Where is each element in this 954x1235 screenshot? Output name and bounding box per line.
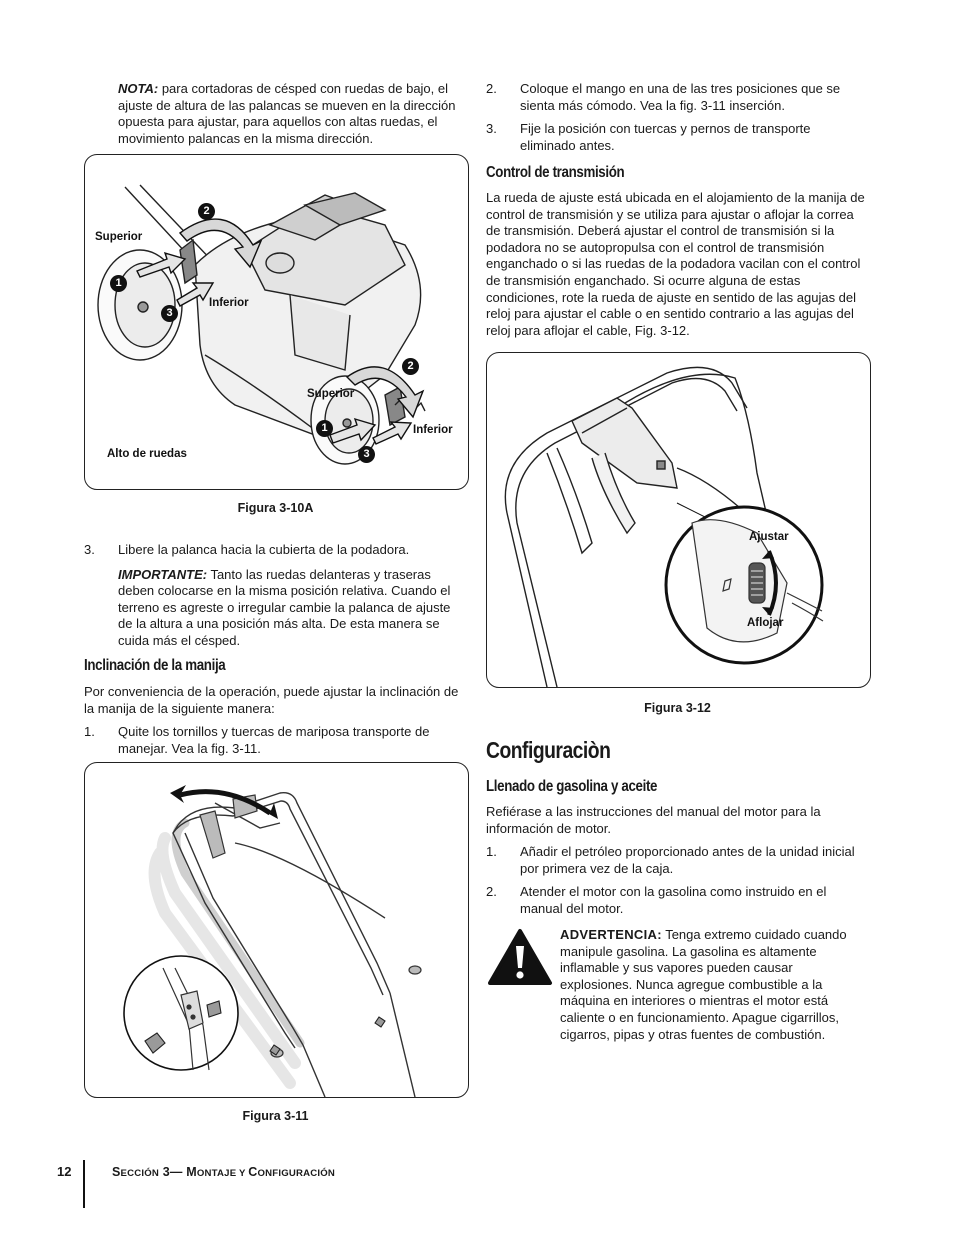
figure-3-10a	[84, 154, 469, 490]
heading-llenado: Llenado de gasolina y aceite	[486, 778, 658, 795]
handle-step-3-text: Fije la posición con tuercas y pernos de transporte eliminado antes.	[520, 121, 811, 153]
warning-paragraph	[560, 927, 866, 1043]
label-inferior-1: Inferior	[209, 297, 249, 309]
footer-section-title	[112, 1164, 335, 1183]
inclinacion-intro: Por conveniencia de la operación, puede ajustar la inclinación de la manija de la siguiente manera:	[84, 684, 459, 716]
warning-triangle-icon	[487, 928, 553, 986]
label-superior-1: Superior	[95, 231, 143, 243]
badge-2-bottom: 2	[402, 358, 419, 375]
warning-label: ADVERTENCIA:	[560, 927, 662, 942]
step-3-number: 3.	[84, 542, 95, 557]
handle-step-2-text: Coloque el mango en una de las tres posiciones que se sienta más cómodo. Vea la fig. 3-11 inserción.	[520, 81, 841, 113]
important-text: Tanto las ruedas delanteras y traseras deben colocarse en la misma posición relativa. Cuando el terreno es agreste o irregular cambie la palanca de ajuste de la altura a una posición más alta. De esta manera se cuida más el césped.	[118, 566, 451, 648]
note-text: para cortadoras de césped con ruedas de bajo, el ajuste de altura de las palancas se mueven en la dirección opuesta para ajustar, para aquellos con altas ruedas, el movimiento palancas en la misma dirección.	[118, 81, 456, 146]
inclinacion-step-1	[84, 724, 466, 757]
label-alto-de-ruedas: Alto de ruedas	[107, 448, 187, 460]
label-ajustar: Ajustar	[749, 531, 789, 543]
label-inferior-2: Inferior	[413, 424, 453, 436]
footer-montaje: ONTAJE Y	[196, 1168, 249, 1179]
right-top-steps	[486, 81, 868, 154]
warning-text: Tenga extremo cuidado cuando manipule gasolina. La gasolina es altamente inflamable y sus vapores pueden causar explosiones. Nunca agregue combustible a la máquina en interiores o mientras el motor está caliente o en funcionamiento. Apague cigarrillos, cigarros, pipas y otras fuentes de combustión.	[560, 927, 847, 1042]
inclinacion-block	[84, 684, 466, 757]
control-paragraph: La rueda de ajuste está ubicada en el alojamiento de la manija de control de transmisión y se utiliza para ajustar o aflojar la correa de transmisión. Deberá ajustar el control de transmisión si la podadora no se autopropulsa con el control de transmisión enganchado o si las ruedas de la podadora vacilan con el control de transmisión enganchado. Si ocurre alguna de estas condiciones, rote la rueda de ajuste en sentido de las agujas del reloj para ajustar el cable o en sentido contrario a las agujas del reloj para aflojar el cable, Fig. 3-12.	[486, 190, 865, 338]
llenado-intro: Refiérase a las instrucciones del manual del motor para la información de motor.	[486, 804, 821, 836]
important-paragraph	[84, 567, 466, 650]
llenado-step-1-text: Añadir el petróleo proporcionado antes de la unidad inicial por primera vez de la caja.	[520, 844, 855, 876]
figure-3-12	[486, 352, 871, 688]
llenado-block	[486, 804, 870, 918]
step-3-item	[84, 542, 466, 559]
handle-step-2	[486, 81, 868, 114]
caption-figure-3-10a: Figura 3-10A	[237, 501, 314, 515]
label-superior-2: Superior	[307, 388, 355, 400]
footer-divider	[83, 1160, 85, 1208]
handle-step-2-number: 2.	[486, 81, 497, 96]
drive-control-illustration	[487, 353, 870, 687]
inclinacion-step-1-number: 1.	[84, 724, 95, 740]
inclinacion-step-1-text: Quite los tornillos y tuercas de mariposa transporte de manejar. Vea la fig. 3-11.	[118, 724, 430, 756]
footer-number: 3—	[159, 1165, 187, 1179]
llenado-step-2	[486, 884, 870, 917]
handle-step-3	[486, 121, 868, 154]
llenado-step-2-number: 2.	[486, 884, 497, 900]
footer-configuracion: ONFIGURACIÓN	[257, 1168, 336, 1179]
footer-seccion: ECCIÓN	[120, 1168, 160, 1179]
note-paragraph	[118, 81, 469, 147]
figure-3-11	[84, 762, 469, 1098]
handle-adjust-illustration	[85, 763, 468, 1097]
heading-inclinacion: Inclinación de la manija	[84, 657, 226, 674]
footer-m: M	[186, 1165, 197, 1179]
llenado-step-2-text: Atender el motor con la gasolina como instruido en el manual del motor.	[520, 884, 827, 916]
badge-2-top: 2	[198, 203, 215, 220]
step-3-text: Libere la palanca hacia la cubierta de la podadora.	[118, 542, 410, 557]
footer-c: C	[248, 1165, 258, 1179]
handle-step-3-number: 3.	[486, 121, 497, 137]
page-number: 12	[57, 1164, 72, 1179]
badge-1-bottom: 1	[316, 420, 333, 437]
badge-1-top: 1	[110, 275, 127, 292]
heading-control-transmision: Control de transmisión	[486, 164, 625, 181]
heading-configuracion: Configuraciòn	[486, 737, 611, 763]
llenado-step-1	[486, 844, 870, 877]
badge-3-bottom: 3	[358, 446, 375, 463]
badge-3-top: 3	[161, 305, 178, 322]
footer-s: S	[112, 1165, 121, 1179]
llenado-step-1-number: 1.	[486, 844, 497, 860]
caption-figure-3-11: Figura 3-11	[242, 1109, 309, 1123]
caption-figure-3-12: Figura 3-12	[644, 701, 711, 715]
label-aflojar: Aflojar	[747, 617, 784, 629]
note-label: NOTA:	[118, 81, 159, 96]
mower-wheel-illustration	[85, 155, 468, 489]
important-label: IMPORTANTE:	[118, 566, 208, 582]
left-step-3-block	[84, 542, 466, 650]
